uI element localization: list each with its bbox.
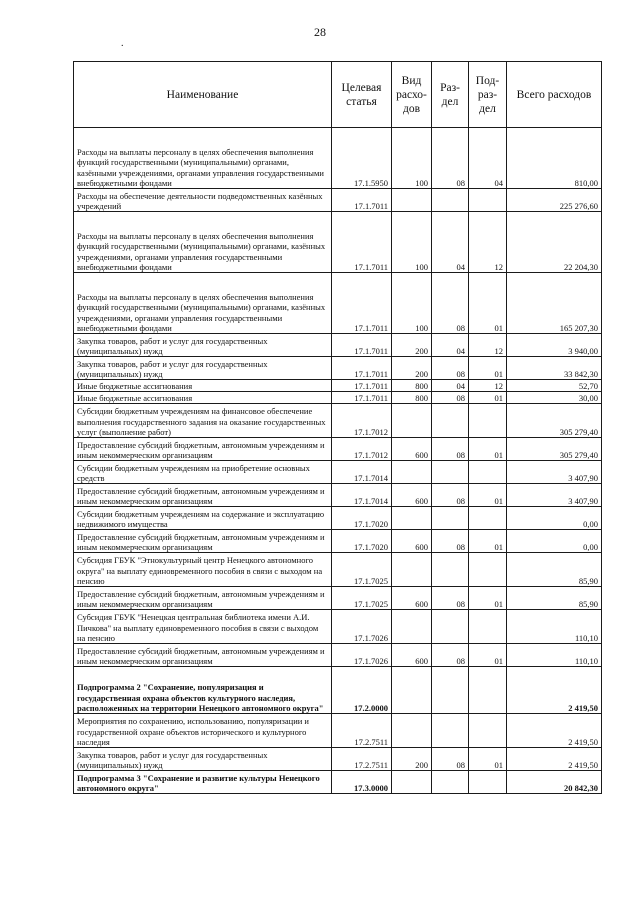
row-section: 08 <box>432 587 469 610</box>
row-name: Субсидии бюджетным учреждениям на приобретение основных средств <box>74 461 332 484</box>
header-subsection: Под-раз-дел <box>469 62 507 128</box>
table-row <box>74 644 602 667</box>
table-row <box>74 484 602 507</box>
row-target-article: 17.1.7020 <box>332 530 392 553</box>
row-subsection <box>469 507 507 530</box>
row-expense-type: 100 <box>392 212 432 273</box>
row-expense-type: 200 <box>392 334 432 357</box>
table-row <box>74 714 602 748</box>
row-expense-type: 200 <box>392 748 432 771</box>
row-target-article: 17.1.7011 <box>332 392 392 404</box>
table-row <box>74 667 602 714</box>
row-total: 2 419,50 <box>507 667 602 714</box>
row-subsection <box>469 461 507 484</box>
row-target-article: 17.1.7026 <box>332 610 392 644</box>
header-row <box>74 62 602 128</box>
row-subsection: 01 <box>469 438 507 461</box>
row-name: Иные бюджетные ассигнования <box>74 380 332 392</box>
row-section: 04 <box>432 334 469 357</box>
row-total: 110,10 <box>507 644 602 667</box>
row-expense-type: 600 <box>392 644 432 667</box>
row-target-article: 17.1.7025 <box>332 553 392 587</box>
table-row <box>74 334 602 357</box>
row-total: 810,00 <box>507 128 602 189</box>
table-row <box>74 553 602 587</box>
table-row <box>74 610 602 644</box>
stray-mark: . <box>121 38 124 49</box>
table-row <box>74 461 602 484</box>
row-section: 08 <box>432 438 469 461</box>
header-section: Раз-дел <box>432 62 469 128</box>
row-name: Расходы на обеспечение деятельности подведомственных казённых учреждений <box>74 189 332 212</box>
row-name: Закупка товаров, работ и услуг для государственных (муниципальных) нужд <box>74 748 332 771</box>
row-target-article: 17.1.7014 <box>332 484 392 507</box>
row-section: 08 <box>432 530 469 553</box>
row-subsection <box>469 610 507 644</box>
row-total: 225 276,60 <box>507 189 602 212</box>
row-expense-type <box>392 714 432 748</box>
row-name: Расходы на выплаты персоналу в целях обеспечения выполнения функций государственными (муниципальными) органами, казённых учреждениями, органами управления государственными внебюджетными фондами <box>74 273 332 334</box>
row-section: 08 <box>432 128 469 189</box>
row-expense-type: 600 <box>392 438 432 461</box>
row-expense-type <box>392 667 432 714</box>
row-subsection: 12 <box>469 334 507 357</box>
row-subsection <box>469 714 507 748</box>
header-target-article: Целевая статья <box>332 62 392 128</box>
row-expense-type <box>392 610 432 644</box>
row-total: 33 842,30 <box>507 357 602 380</box>
row-subsection: 12 <box>469 380 507 392</box>
row-target-article: 17.1.5950 <box>332 128 392 189</box>
row-expense-type: 100 <box>392 273 432 334</box>
row-name: Закупка товаров, работ и услуг для государственных (муниципальных) нужд <box>74 357 332 380</box>
table-row <box>74 771 602 794</box>
row-name: Предоставление субсидий бюджетным, автономным учреждениям и иным некоммерческим организациям <box>74 438 332 461</box>
budget-table <box>73 61 602 794</box>
table-row <box>74 404 602 438</box>
row-total: 22 204,30 <box>507 212 602 273</box>
row-section: 08 <box>432 273 469 334</box>
row-expense-type: 600 <box>392 530 432 553</box>
row-total: 305 279,40 <box>507 438 602 461</box>
row-expense-type <box>392 461 432 484</box>
row-subsection: 01 <box>469 644 507 667</box>
row-target-article: 17.1.7011 <box>332 212 392 273</box>
row-subsection: 01 <box>469 587 507 610</box>
page-number: 28 <box>314 25 326 39</box>
row-subsection <box>469 771 507 794</box>
row-subsection: 01 <box>469 392 507 404</box>
table-row <box>74 748 602 771</box>
row-expense-type <box>392 189 432 212</box>
row-name: Предоставление субсидий бюджетным, автономным учреждениям и иным некоммерческим организациям <box>74 484 332 507</box>
row-name: Предоставление субсидий бюджетным, автономным учреждениям и иным некоммерческим организациям <box>74 644 332 667</box>
row-name: Мероприятия по сохранению, использованию, популяризации и государственной охране объектов исторического и культурного наследия <box>74 714 332 748</box>
table-row <box>74 273 602 334</box>
row-name: Субсидия ГБУК "Ненецкая центральная библиотека имени А.И. Пичкова" на выплату единовременного пособия в связи с выходом на пенсию <box>74 610 332 644</box>
row-total: 2 419,50 <box>507 748 602 771</box>
header-name: Наименование <box>74 62 332 128</box>
row-target-article: 17.1.7020 <box>332 507 392 530</box>
header-expense-type: Вид расхо-дов <box>392 62 432 128</box>
row-subsection: 04 <box>469 128 507 189</box>
row-target-article: 17.1.7025 <box>332 587 392 610</box>
row-target-article: 17.3.0000 <box>332 771 392 794</box>
row-section <box>432 553 469 587</box>
row-target-article: 17.2.0000 <box>332 667 392 714</box>
row-total: 3 407,90 <box>507 484 602 507</box>
row-section: 08 <box>432 392 469 404</box>
table-row <box>74 507 602 530</box>
row-total: 110,10 <box>507 610 602 644</box>
row-total: 85,90 <box>507 587 602 610</box>
row-subsection: 01 <box>469 357 507 380</box>
row-target-article: 17.1.7012 <box>332 404 392 438</box>
row-name: Расходы на выплаты персоналу в целях обеспечения выполнения функций государственными (муниципальными) органами, казённых учреждениями, органами управления государственными внебюджетными фондами <box>74 212 332 273</box>
row-total: 3 940,00 <box>507 334 602 357</box>
row-expense-type: 600 <box>392 587 432 610</box>
row-total: 20 842,30 <box>507 771 602 794</box>
row-name: Субсидии бюджетным учреждениям на финансовое обеспечение выполнения государственного задания на оказание государственных услуг (выполнение работ) <box>74 404 332 438</box>
row-total: 30,00 <box>507 392 602 404</box>
row-section <box>432 771 469 794</box>
row-subsection: 12 <box>469 212 507 273</box>
row-name: Предоставление субсидий бюджетным, автономным учреждениям и иным некоммерческим организациям <box>74 587 332 610</box>
row-total: 85,90 <box>507 553 602 587</box>
row-subsection: 01 <box>469 484 507 507</box>
row-expense-type: 800 <box>392 392 432 404</box>
row-subsection <box>469 667 507 714</box>
row-total: 2 419,50 <box>507 714 602 748</box>
row-name: Субсидия ГБУК "Этнокультурный центр Ненецкого автономного округа" на выплату единовременного пособия в связи с выходом на пенсию <box>74 553 332 587</box>
header-total: Всего расходов <box>507 62 602 128</box>
row-subsection: 01 <box>469 273 507 334</box>
row-name: Расходы на выплаты персоналу в целях обеспечения выполнения функций государственными (муниципальными) органами, казёнными учреждениями, органами управления государственными внебюджетными фондами <box>74 128 332 189</box>
row-expense-type <box>392 404 432 438</box>
row-expense-type: 100 <box>392 128 432 189</box>
row-target-article: 17.1.7011 <box>332 273 392 334</box>
row-target-article: 17.1.7012 <box>332 438 392 461</box>
row-section: 08 <box>432 484 469 507</box>
table-row <box>74 530 602 553</box>
row-target-article: 17.1.7014 <box>332 461 392 484</box>
row-total: 52,70 <box>507 380 602 392</box>
row-total: 3 407,90 <box>507 461 602 484</box>
row-section <box>432 714 469 748</box>
row-name: Субсидии бюджетным учреждениям на содержание и эксплуатацию недвижимого имущества <box>74 507 332 530</box>
row-section: 08 <box>432 644 469 667</box>
row-section <box>432 404 469 438</box>
row-total: 165 207,30 <box>507 273 602 334</box>
row-section <box>432 667 469 714</box>
row-total: 305 279,40 <box>507 404 602 438</box>
row-name: Подпрограмма 3 "Сохранение и развитие культуры Ненецкого автономного округа" <box>74 771 332 794</box>
row-section <box>432 461 469 484</box>
row-target-article: 17.2.7511 <box>332 714 392 748</box>
row-name: Подпрограмма 2 "Сохранение, популяризация и государственная охрана объектов культурного наследия, расположенных на территории Ненецкого автономного округа" <box>74 667 332 714</box>
table-row <box>74 392 602 404</box>
row-subsection: 01 <box>469 748 507 771</box>
row-target-article: 17.1.7011 <box>332 189 392 212</box>
row-section <box>432 610 469 644</box>
table-row <box>74 380 602 392</box>
row-section <box>432 189 469 212</box>
table-row <box>74 357 602 380</box>
row-section: 08 <box>432 357 469 380</box>
table-row <box>74 128 602 189</box>
row-subsection <box>469 404 507 438</box>
row-expense-type: 800 <box>392 380 432 392</box>
row-subsection <box>469 553 507 587</box>
table-row <box>74 189 602 212</box>
row-expense-type: 600 <box>392 484 432 507</box>
row-section: 04 <box>432 212 469 273</box>
row-section: 08 <box>432 748 469 771</box>
row-target-article: 17.1.7011 <box>332 357 392 380</box>
row-expense-type: 200 <box>392 357 432 380</box>
row-total: 0,00 <box>507 530 602 553</box>
row-name: Закупка товаров, работ и услуг для государственных (муниципальных) нужд <box>74 334 332 357</box>
row-section: 04 <box>432 380 469 392</box>
row-target-article: 17.2.7511 <box>332 748 392 771</box>
row-total: 0,00 <box>507 507 602 530</box>
row-subsection <box>469 189 507 212</box>
row-section <box>432 507 469 530</box>
row-subsection: 01 <box>469 530 507 553</box>
table-row <box>74 587 602 610</box>
row-name: Иные бюджетные ассигнования <box>74 392 332 404</box>
row-target-article: 17.1.7026 <box>332 644 392 667</box>
row-target-article: 17.1.7011 <box>332 380 392 392</box>
table-row <box>74 438 602 461</box>
row-expense-type <box>392 507 432 530</box>
row-target-article: 17.1.7011 <box>332 334 392 357</box>
row-expense-type <box>392 771 432 794</box>
table-row <box>74 212 602 273</box>
row-expense-type <box>392 553 432 587</box>
row-name: Предоставление субсидий бюджетным, автономным учреждениям и иным некоммерческим организациям <box>74 530 332 553</box>
